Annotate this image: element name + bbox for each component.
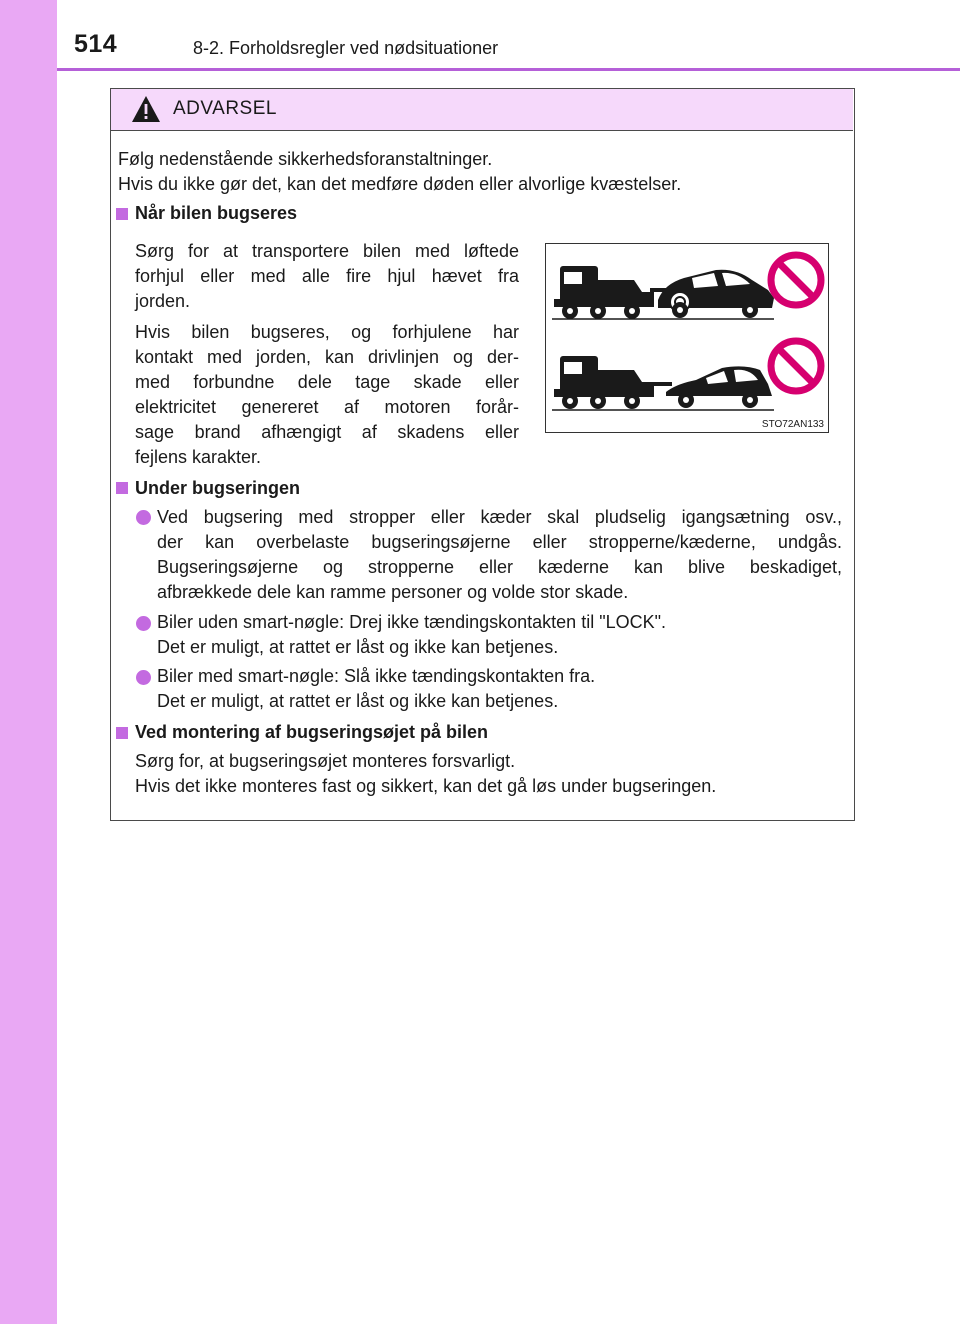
figure-code: STO72AN133 [761,419,824,430]
towed-car-top [658,270,774,318]
towing-illustration [545,243,829,433]
paragraph-line: elektricitet genereret af motoren forår- [135,397,519,417]
prohibition-icon-bottom [771,341,821,391]
paragraph-line: med forbundne dele tage skade eller [135,372,519,392]
bullet-dot [136,510,151,525]
paragraph-line: forhjul eller med alle fire hjul hævet fra [135,266,519,286]
bullet-line: der kan overbelaste bugseringsøjerne eller stropperne/kæderne, undgås. [157,532,842,552]
paragraph-line: Sørg for at transportere bilen med løftede [135,241,519,261]
page-number: 514 [74,30,118,58]
bullet-line: Ved bugsering med stropper eller kæder skal pludselig igangsætning osv., [157,507,842,527]
paragraph-line: Hvis bilen bugseres, og forhjulene har [135,322,519,342]
section-marker [116,208,128,220]
paragraph-line: fejlens karakter. [135,447,262,467]
section-marker [116,727,128,739]
intro-line: Hvis du ikke gør det, kan det medføre døden eller alvorlige kvæstelser. [118,174,682,194]
paragraph-line: Sørg for, at bugseringsøjet monteres forsvarligt. [135,751,516,771]
bullet-line: Det er muligt, at rattet er låst og ikke kan betjenes. [157,637,559,657]
paragraph-line: jorden. [135,291,191,311]
paragraph-line: kontakt med jorden, kan drivlinjen og der- [135,347,519,367]
section-title: 8-2. Forholdsregler ved nødsituationer [193,38,499,58]
tow-truck-top [554,266,680,319]
bullet-line: Biler uden smart-nøgle: Drej ikke tændingskontakten til "LOCK". [157,612,666,632]
section-heading: Under bugseringen [135,478,301,498]
section-heading: Ved montering af bugseringsøjet på bilen [135,722,489,742]
warning-triangle-icon [131,95,161,123]
bullet-dot [136,670,151,685]
section-heading: Når bilen bugseres [135,203,298,223]
towed-car-bottom [666,366,772,408]
bullet-dot [136,616,151,631]
prohibition-icon-top [771,255,821,305]
header-rule [57,68,960,71]
paragraph-line: Hvis det ikke monteres fast og sikkert, kan det gå løs under bugseringen. [135,776,717,796]
paragraph-line: sage brand afhængigt af skadens eller [135,422,519,442]
bullet-line: Biler med smart-nøgle: Slå ikke tændingskontakten fra. [157,666,596,686]
side-color-strip [0,0,57,1324]
section-marker [116,482,128,494]
warning-title: ADVARSEL [173,98,277,119]
tow-truck-bottom [554,356,672,409]
bullet-line: Bugseringsøjerne og stropperne eller kæderne kan blive beskadiget, [157,557,842,577]
warning-header [111,89,853,131]
bullet-line: afbrækkede dele kan ramme personer og volde stor skade. [157,582,629,602]
towing-diagram-graphic [546,244,828,432]
bullet-line: Det er muligt, at rattet er låst og ikke kan betjenes. [157,691,559,711]
intro-line: Følg nedenstående sikkerhedsforanstaltninger. [118,149,493,169]
